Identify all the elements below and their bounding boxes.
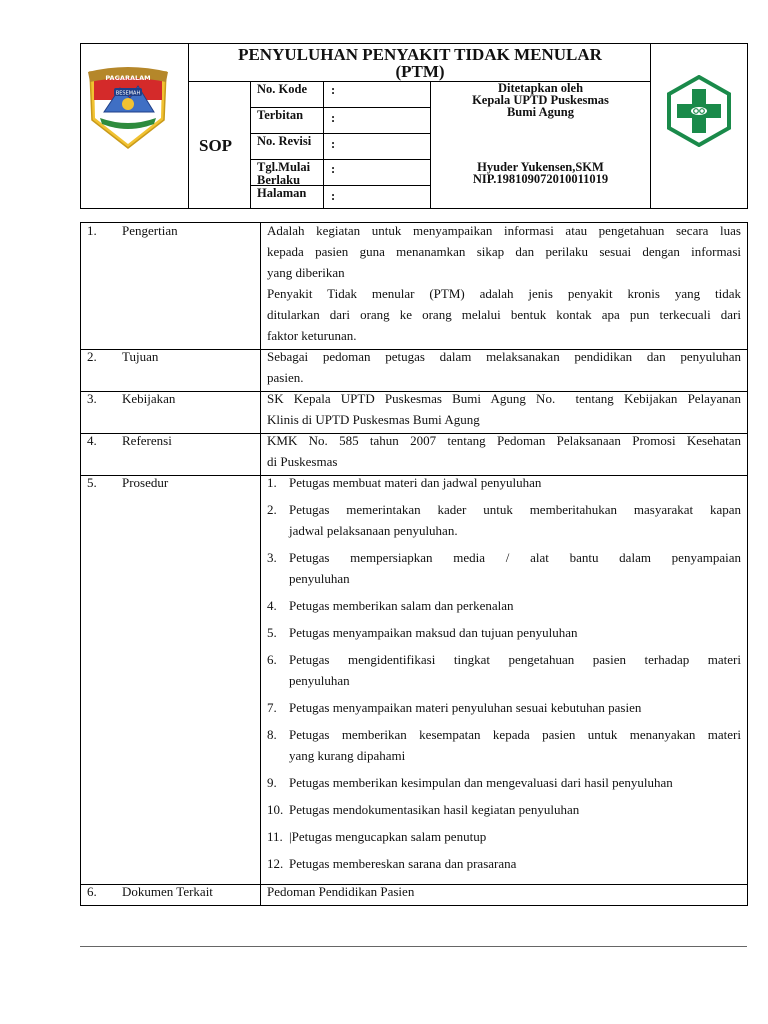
section-6-text: Pedoman Pendidikan Pasien bbox=[267, 884, 415, 899]
field-value-no-kode: : bbox=[331, 83, 336, 97]
section-1-title: Pengertian bbox=[122, 223, 178, 238]
footer-divider bbox=[80, 946, 747, 947]
field-label-terbitan: Terbitan bbox=[257, 108, 304, 122]
sop-content-table: 1. Pengertian Adalah kegiatan untuk menyampaikan informasi atau pengetahuan secara luas kepada pasien guna menanamkan sikap dan perilaku sesuai dengan informasi yang diberikan Penyakit Tidak menular (PTM) adalah jenis penyakit kronis yang tidak ditularkan dari orang ke orang melalui bentuk kontak apa pun terkecuali dari faktor keturunan. 2. Tujuan Sebagai pedoman petugas dalam melaksanakan pendidikan dan penyuluhan pasien. 3. Kebijakan SK Kepala UPTD Puskesmas Bumi Agung No. tentang Kebijakan Pelayanan Klinis di UPTD Puskesmas Bumi Agung 4. Referensi KMK No. 585 tahun 2007 tentang Pedoman Pelaksanaan Promosi Kesehatan di Puskesmas 5. Prosedur 1. Petugas membuat materi dan jadwal penyuluhan 2. Petugas memerintakan kader untuk memberitahukan masyarakat kapan jadwal pelaksanaan penyuluhan. 3. Petugas mempersiapkan media / alat bantu dalam penyampaian penyuluhan 4. Petugas memberikan salam dan perkenalan 5. Petugas menyampaikan maksud dan tujuan penyuluhan 6. Petugas mengidentifikasi tingkat pengetahuan pasien terhadap materi penyuluhan 7. Petugas menyampaikan materi penyuluhan sesuai kebutuhan pasien 8. Petugas memberikan kesempatan kepada pasien untuk menanyakan materi yang kurang dipahami 9. Petugas memberikan kesimpulan dan mengevaluasi dari hasil penyuluhan 10. Petugas mendokumentasikan hasil kegiatan penyuluhan 11. |Petugas mengucapkan salam penutup 12. Petugas membereskan sarana dan prasarana 6. Dokumen Terkait Pedoman Pendidikan Pasien bbox=[80, 222, 748, 906]
section-6-title: Dokumen Terkait bbox=[122, 884, 213, 899]
section-1-text: Adalah kegiatan untuk menyampaikan informasi atau pengetahuan secara luas kepada pasien guna menanamkan sikap dan perilaku sesuai dengan informasi yang diberikan Penyakit Tidak menular (PTM) adalah jenis penyakit kronis yang tidak ditularkan dari orang ke orang melalui bentuk kontak apa pun terkecuali dari faktor keturunan. bbox=[267, 223, 741, 343]
sop-header-table bbox=[80, 43, 748, 209]
field-label-halaman: Halaman bbox=[257, 186, 307, 200]
section-2-text: Sebagai pedoman petugas dalam melaksanakan pendidikan dan penyuluhan pasien. bbox=[267, 349, 741, 385]
section-2-number: 2. bbox=[87, 349, 97, 364]
section-5-title: Prosedur bbox=[122, 475, 169, 490]
section-5-number: 5. bbox=[87, 475, 97, 490]
signer-block: Hyuder Yukensen,SKM NIP.198109072010011019 bbox=[472, 160, 609, 186]
field-label-no-revisi: No. Revisi bbox=[257, 134, 312, 148]
field-label-no-kode: No. Kode bbox=[257, 82, 307, 96]
sop-label: SOP bbox=[199, 136, 233, 155]
field-value-no-revisi: : bbox=[331, 137, 336, 151]
svg-text:BESEMAH: BESEMAH bbox=[115, 90, 141, 97]
section-3-text: SK Kepala UPTD Puskesmas Bumi Agung No. tentang Kebijakan Pelayanan Klinis di UPTD Puskesmas Bumi Agung bbox=[267, 391, 741, 427]
puskesmas-logo bbox=[663, 75, 735, 147]
section-3-number: 3. bbox=[87, 391, 97, 406]
section-6-number: 6. bbox=[87, 884, 97, 899]
section-4-number: 4. bbox=[87, 433, 97, 448]
section-3-title: Kebijakan bbox=[122, 391, 176, 406]
approval-block: Ditetapkan oleh Kepala UPTD Puskesmas Bumi Agung bbox=[472, 81, 609, 119]
section-4-text: KMK No. 585 tahun 2007 tentang Pedoman Pelaksanaan Promosi Kesehatan di Puskesmas bbox=[267, 433, 741, 469]
field-label-tgl-mulai: Tgl.Mulai Berlaku bbox=[257, 160, 311, 187]
document-title: PENYULUHAN PENYAKIT TIDAK MENULAR (PTM) bbox=[238, 45, 602, 81]
section-1-number: 1. bbox=[87, 223, 97, 238]
field-value-halaman: : bbox=[331, 189, 336, 203]
pagaralam-logo bbox=[86, 66, 170, 150]
svg-text:PAGARALAM: PAGARALAM bbox=[105, 74, 151, 82]
section-4-title: Referensi bbox=[122, 433, 172, 448]
field-value-tgl-mulai: : bbox=[331, 162, 336, 176]
field-value-terbitan: : bbox=[331, 111, 336, 125]
section-2-title: Tujuan bbox=[122, 349, 159, 364]
